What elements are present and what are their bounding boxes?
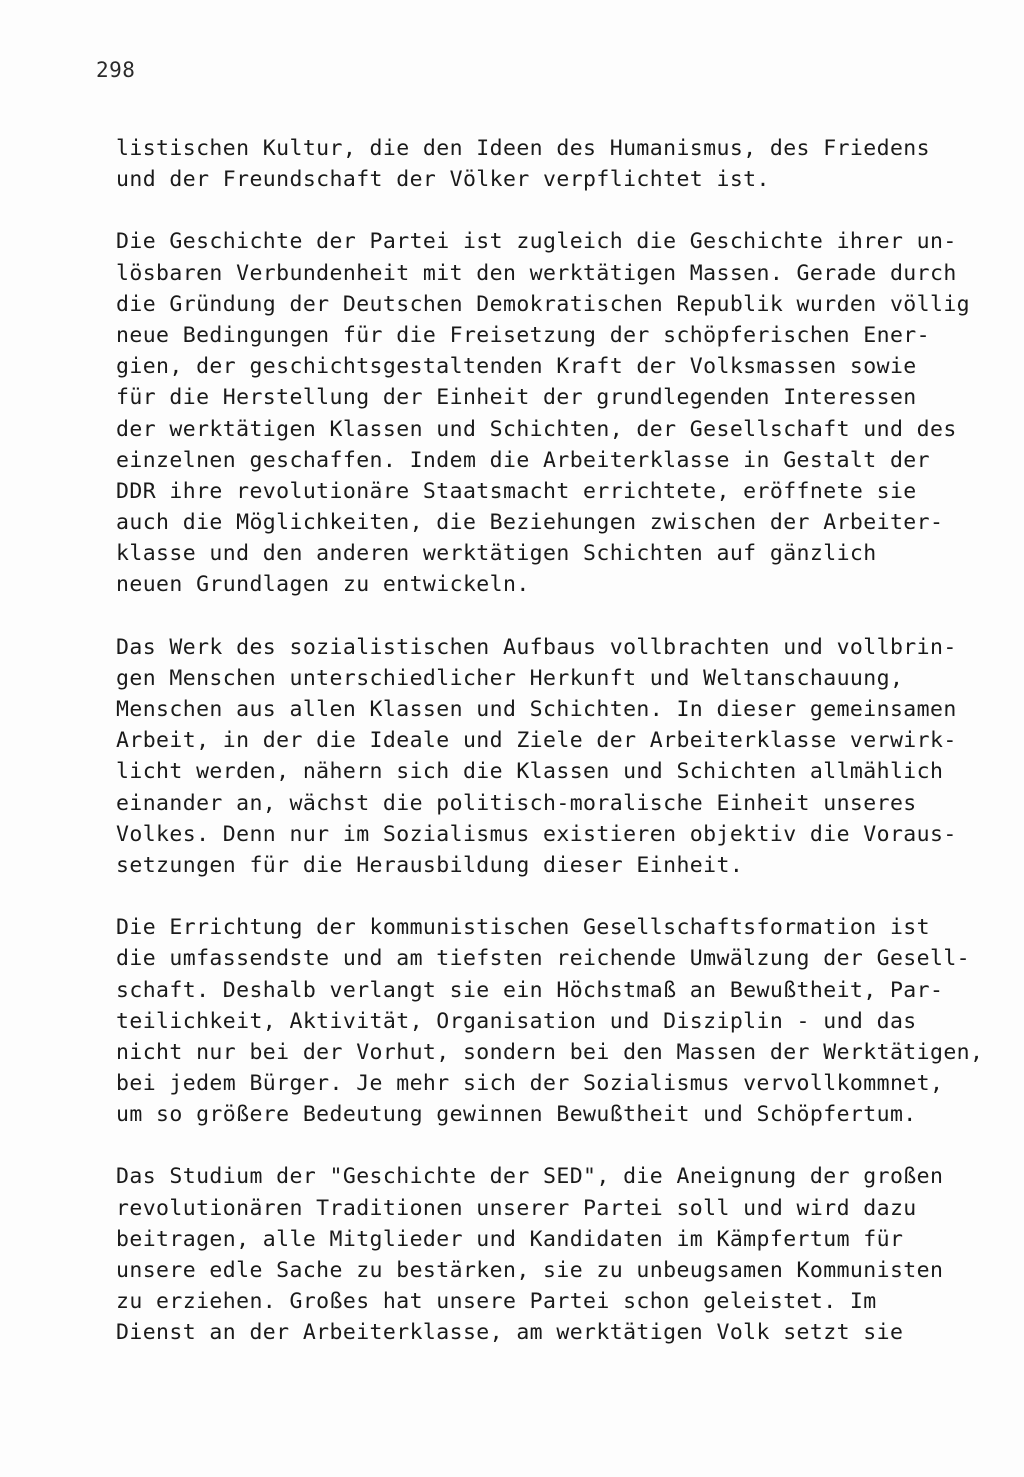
text-line: auch die Möglichkeiten, die Beziehungen zwischen der Arbeiter- [116,510,944,536]
text-line: revolutionären Traditionen unserer Partei soll und wird dazu [116,1195,917,1221]
text-line: schaft. Deshalb verlangt sie ein Höchstmaß an Bewußtheit, Par- [116,977,944,1003]
text-line: einander an, wächst die politisch-moralische Einheit unseres [116,790,917,816]
body-text [116,133,984,1380]
text-line: Arbeit, in der die Ideale und Ziele der Arbeiterklasse verwirk- [116,728,957,754]
text-line: klasse und den anderen werktätigen Schichten auf gänzlich [116,541,877,567]
text-line: Dienst an der Arbeiterklasse, am werktätigen Volk setzt sie [116,1320,904,1346]
paragraph [116,912,984,1130]
text-line: setzungen für die Herausbildung dieser Einheit. [116,852,744,878]
paragraph [116,1161,976,1348]
text-line: neuen Grundlagen zu entwickeln. [116,572,530,598]
paragraph [116,133,976,195]
text-line: für die Herstellung der Einheit der grundlegenden Interessen [116,385,917,411]
text-line: neue Bedingungen für die Freisetzung der schöpferischen Ener- [116,322,930,348]
text-line: nicht nur bei der Vorhut, sondern bei den Massen der Werktätigen, [116,1039,984,1065]
text-line: Das Studium der "Geschichte der SED", die Aneignung der großen [116,1164,944,1190]
text-line: Die Geschichte der Partei ist zugleich die Geschichte ihrer un- [116,229,957,255]
text-line: gien, der geschichtsgestaltenden Kraft der Volksmassen sowie [116,354,917,380]
text-line: der werktätigen Klassen und Schichten, der Gesellschaft und des [116,416,957,442]
paragraph [116,632,976,882]
text-line: Das Werk des sozialistischen Aufbaus vollbrachten und vollbrin- [116,634,957,660]
text-line: Die Errichtung der kommunistischen Gesellschaftsformation ist [116,915,930,941]
text-line: einzelnen geschaffen. Indem die Arbeiterklasse in Gestalt der [116,447,930,473]
text-line: bei jedem Bürger. Je mehr sich der Sozialismus vervollkommnet, [116,1071,944,1097]
text-line: Menschen aus allen Klassen und Schichten. In dieser gemeinsamen [116,697,957,722]
text-line: licht werden, nähern sich die Klassen und Schichten allmählich [116,759,944,785]
text-line: gen Menschen unterschiedlicher Herkunft und Weltanschauung, [116,665,904,691]
text-line: listischen Kultur, die den Ideen des Humanismus, des Friedens [116,136,930,161]
page-number: 298 [96,58,136,82]
text-line: um so größere Bedeutung gewinnen Bewußtheit und Schöpfertum. [116,1102,917,1128]
text-line: zu erziehen. Großes hat unsere Partei schon geleistet. Im [116,1289,877,1315]
text-line: die umfassendste und am tiefsten reichende Umwälzung der Gesell- [116,946,971,972]
text-line: lösbaren Verbundenheit mit den werktätigen Massen. Gerade durch [116,260,957,286]
text-line: und der Freundschaft der Völker verpflichtet ist. [116,167,770,193]
paragraph [116,226,976,600]
text-line: DDR ihre revolutionäre Staatsmacht errichtete, eröffnete sie [116,478,917,504]
text-line: beitragen, alle Mitglieder und Kandidaten im Kämpfertum für [116,1226,904,1252]
text-line: Volkes. Denn nur im Sozialismus existieren objektiv die Voraus- [116,821,957,847]
text-line: unsere edle Sache zu bestärken, sie zu unbeugsamen Kommunisten [116,1258,944,1283]
text-line: die Gründung der Deutschen Demokratischen Republik wurden völlig [116,291,971,317]
text-line: teilichkeit, Aktivität, Organisation und Disziplin - und das [116,1008,917,1034]
